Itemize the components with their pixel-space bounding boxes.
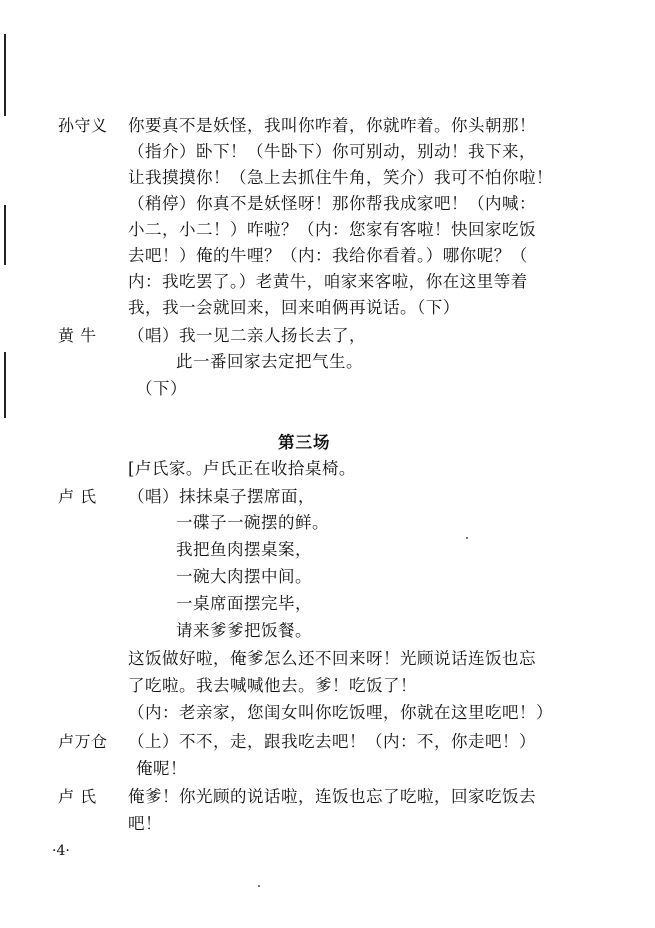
scene-title: 第三场	[278, 433, 331, 452]
song-line: （唱）我一见二亲人扬长去了，	[128, 326, 366, 345]
song-line: 请来爹爹把饭餐。	[176, 621, 312, 640]
scan-speck	[258, 885, 260, 887]
scan-speck	[466, 537, 468, 539]
song-line: 我把鱼肉摆桌案，	[176, 540, 312, 559]
dialogue-line: 内：我吃罢了。）老黄牛，咱家来客啦，你在这里等着	[128, 272, 528, 291]
song-line: 此一番回家去定把气生。	[176, 352, 363, 371]
song-line: （唱）抹抹桌子摆席面，	[128, 487, 315, 506]
dialogue-line: （稍停）你真不是妖怪呀！那你帮我成家吧！（内喊：	[128, 194, 536, 213]
dialogue-line: （内：老亲家，您闺女叫你吃饭哩，你就在这里吃吧！）	[128, 703, 553, 722]
dialogue-line: （上）不不，走，跟我吃去吧！（内：不，你走吧！）	[128, 732, 536, 751]
speaker-label: 卢万仓	[58, 732, 108, 751]
song-line: 一碗大肉摆中间。	[176, 567, 312, 586]
dialogue-line: 俺呢！	[136, 759, 187, 778]
dialogue-line: 这饭做好啦，俺爹怎么还不回来呀！光顾说话连饭也忘	[128, 649, 536, 668]
dialogue-line: 俺爹！你光顾的说话啦，连饭也忘了吃啦，回家吃饭去	[128, 787, 536, 806]
dialogue-line: 我，我一会就回来，回来咱俩再说话。（下）	[128, 298, 460, 317]
speaker-label: 黄 牛	[58, 326, 97, 345]
dialogue-line: 吧！	[128, 814, 162, 833]
speaker-label: 卢 氏	[58, 787, 97, 806]
dialogue-line: 了吃啦。我去喊喊他去。爹！吃饭了！	[128, 676, 417, 695]
dialogue-line: 去吧！）俺的牛哩？（内：我给你看着。）哪你呢？（	[128, 246, 528, 265]
stage-direction: （下）	[136, 379, 187, 398]
dialogue-line: 你要真不是妖怪，我叫你咋着，你就咋着。你头朝那！	[128, 116, 536, 135]
scan-margin-mark	[4, 205, 6, 265]
song-line: 一碟子一碗摆的鲜。	[176, 513, 329, 532]
scan-margin-mark	[4, 352, 6, 418]
page-number: ·4·	[52, 843, 70, 859]
dialogue-line: 让我摸摸你！（急上去抓住牛角，笑介）我可不怕你啦！	[128, 168, 553, 187]
dialogue-line: （指介）卧下！（牛卧下）你可别动，别动！我下来，	[128, 142, 536, 161]
song-line: 一桌席面摆完毕，	[176, 594, 312, 613]
speaker-label: 孙守义	[58, 116, 108, 135]
stage-direction: [卢氏家。卢氏正在收拾桌椅。	[128, 459, 356, 478]
dialogue-line: 小二，小二！）咋啦？（内：您家有客啦！快回家吃饭	[128, 220, 536, 239]
speaker-label: 卢 氏	[58, 487, 97, 506]
scan-margin-mark	[4, 34, 6, 116]
